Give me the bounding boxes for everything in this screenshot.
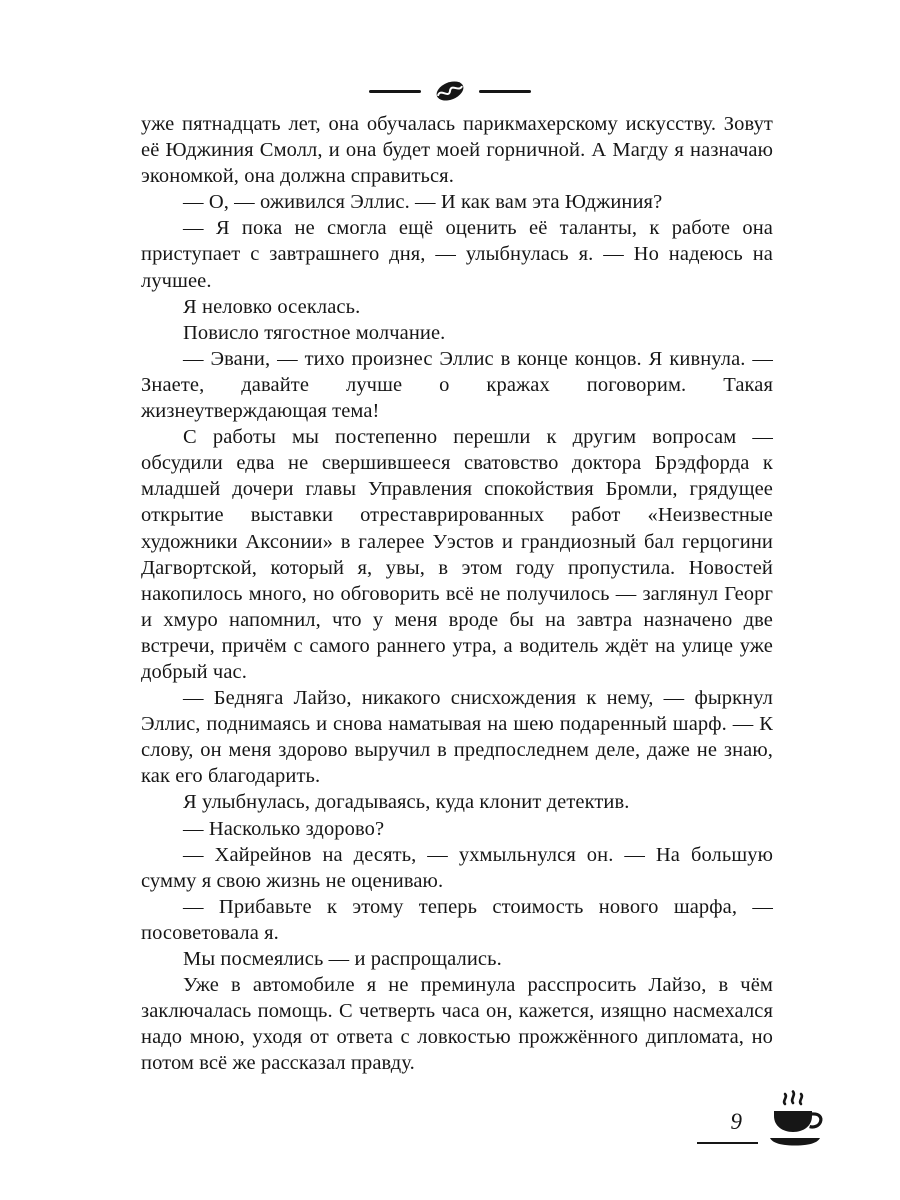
paragraph: — Я пока не смогла ещё оценить её таланты, к работе она приступает с завтрашнего дня, — улыбнулась я. — Но надеюсь на лучшее.: [141, 217, 773, 292]
paragraph: Уже в автомобиле я не преминула расспросить Лайзо, в чём заключалась помощь. С четверть часа он, кажется, изящно насмехался надо мною, уходя от ответа с ловкостью прожжённого дипломата, но потом всё же рассказал правду.: [141, 974, 773, 1075]
paragraph: — Эвани, — тихо произнес Эллис в конце концов. Я кивнула. — Знаете, давайте лучше о кражах поговорим. Такая жизнеутверждающая тема!: [141, 347, 773, 423]
page-text: [141, 111, 773, 1076]
ornament-line-left: [369, 90, 421, 93]
paragraph: Я улыбнулась, догадываясь, куда клонит детектив.: [183, 791, 630, 814]
page-number: 9: [697, 1110, 759, 1144]
paragraph: — Насколько здорово?: [183, 817, 385, 840]
paragraph: — О, — оживился Эллис. — И как вам эта Юджиния?: [183, 191, 663, 214]
paragraph: С работы мы постепенно перешли к другим вопросам — обсудили едва не свершившееся сватовство доктора Брэдфорда к младшей дочери главы Управления спокойствия Бромли, грядущее открытие выставки отреставрированных работ «Неизвестные художники Аксонии» в галерее Уэстов и грандиозный бал герцогини Дагвортской, который я, увы, в этом году пропустила. Новостей накопилось много, но обговорить всё не получилось — заглянул Георг и хмуро напомнил, что у меня вроде бы на завтра назначено две встречи, причём с самого раннего утра, а водитель ждёт на улице уже добрый час.: [141, 426, 773, 683]
page-footer: [697, 1084, 825, 1144]
paragraph: — Хайрейнов на десять, — ухмыльнулся он. — На большую сумму я свою жизнь не оцениваю.: [141, 843, 773, 892]
paragraph: — Бедняга Лайзо, никакого снисхождения к нему, — фыркнул Эллис, поднимаясь и снова наматывая на шею подаренный шарф. — К слову, он меня здорово выручил в предпоследнем деле, даже не знаю, как его благодарить.: [141, 687, 773, 788]
paragraph: Мы посмеялись — и распрощались.: [183, 948, 502, 970]
coffee-cup-icon: [766, 1090, 824, 1150]
paragraph: Я неловко осеклась.: [183, 295, 361, 318]
paragraph: Повисло тягостное молчание.: [183, 321, 446, 344]
paragraph: — Прибавьте к этому теперь стоимость нового шарфа, — посоветовала я.: [141, 895, 773, 944]
header-ornament: [0, 78, 900, 104]
ornament-line-right: [479, 90, 531, 93]
coffee-bean-icon: [430, 78, 470, 104]
paragraph: уже пятнадцать лет, она обучалась парикмахерскому искусству. Зовут её Юджиния Смолл, и она будет моей горничной. А Магду я назначаю экономкой, она должна справиться.: [141, 113, 773, 188]
